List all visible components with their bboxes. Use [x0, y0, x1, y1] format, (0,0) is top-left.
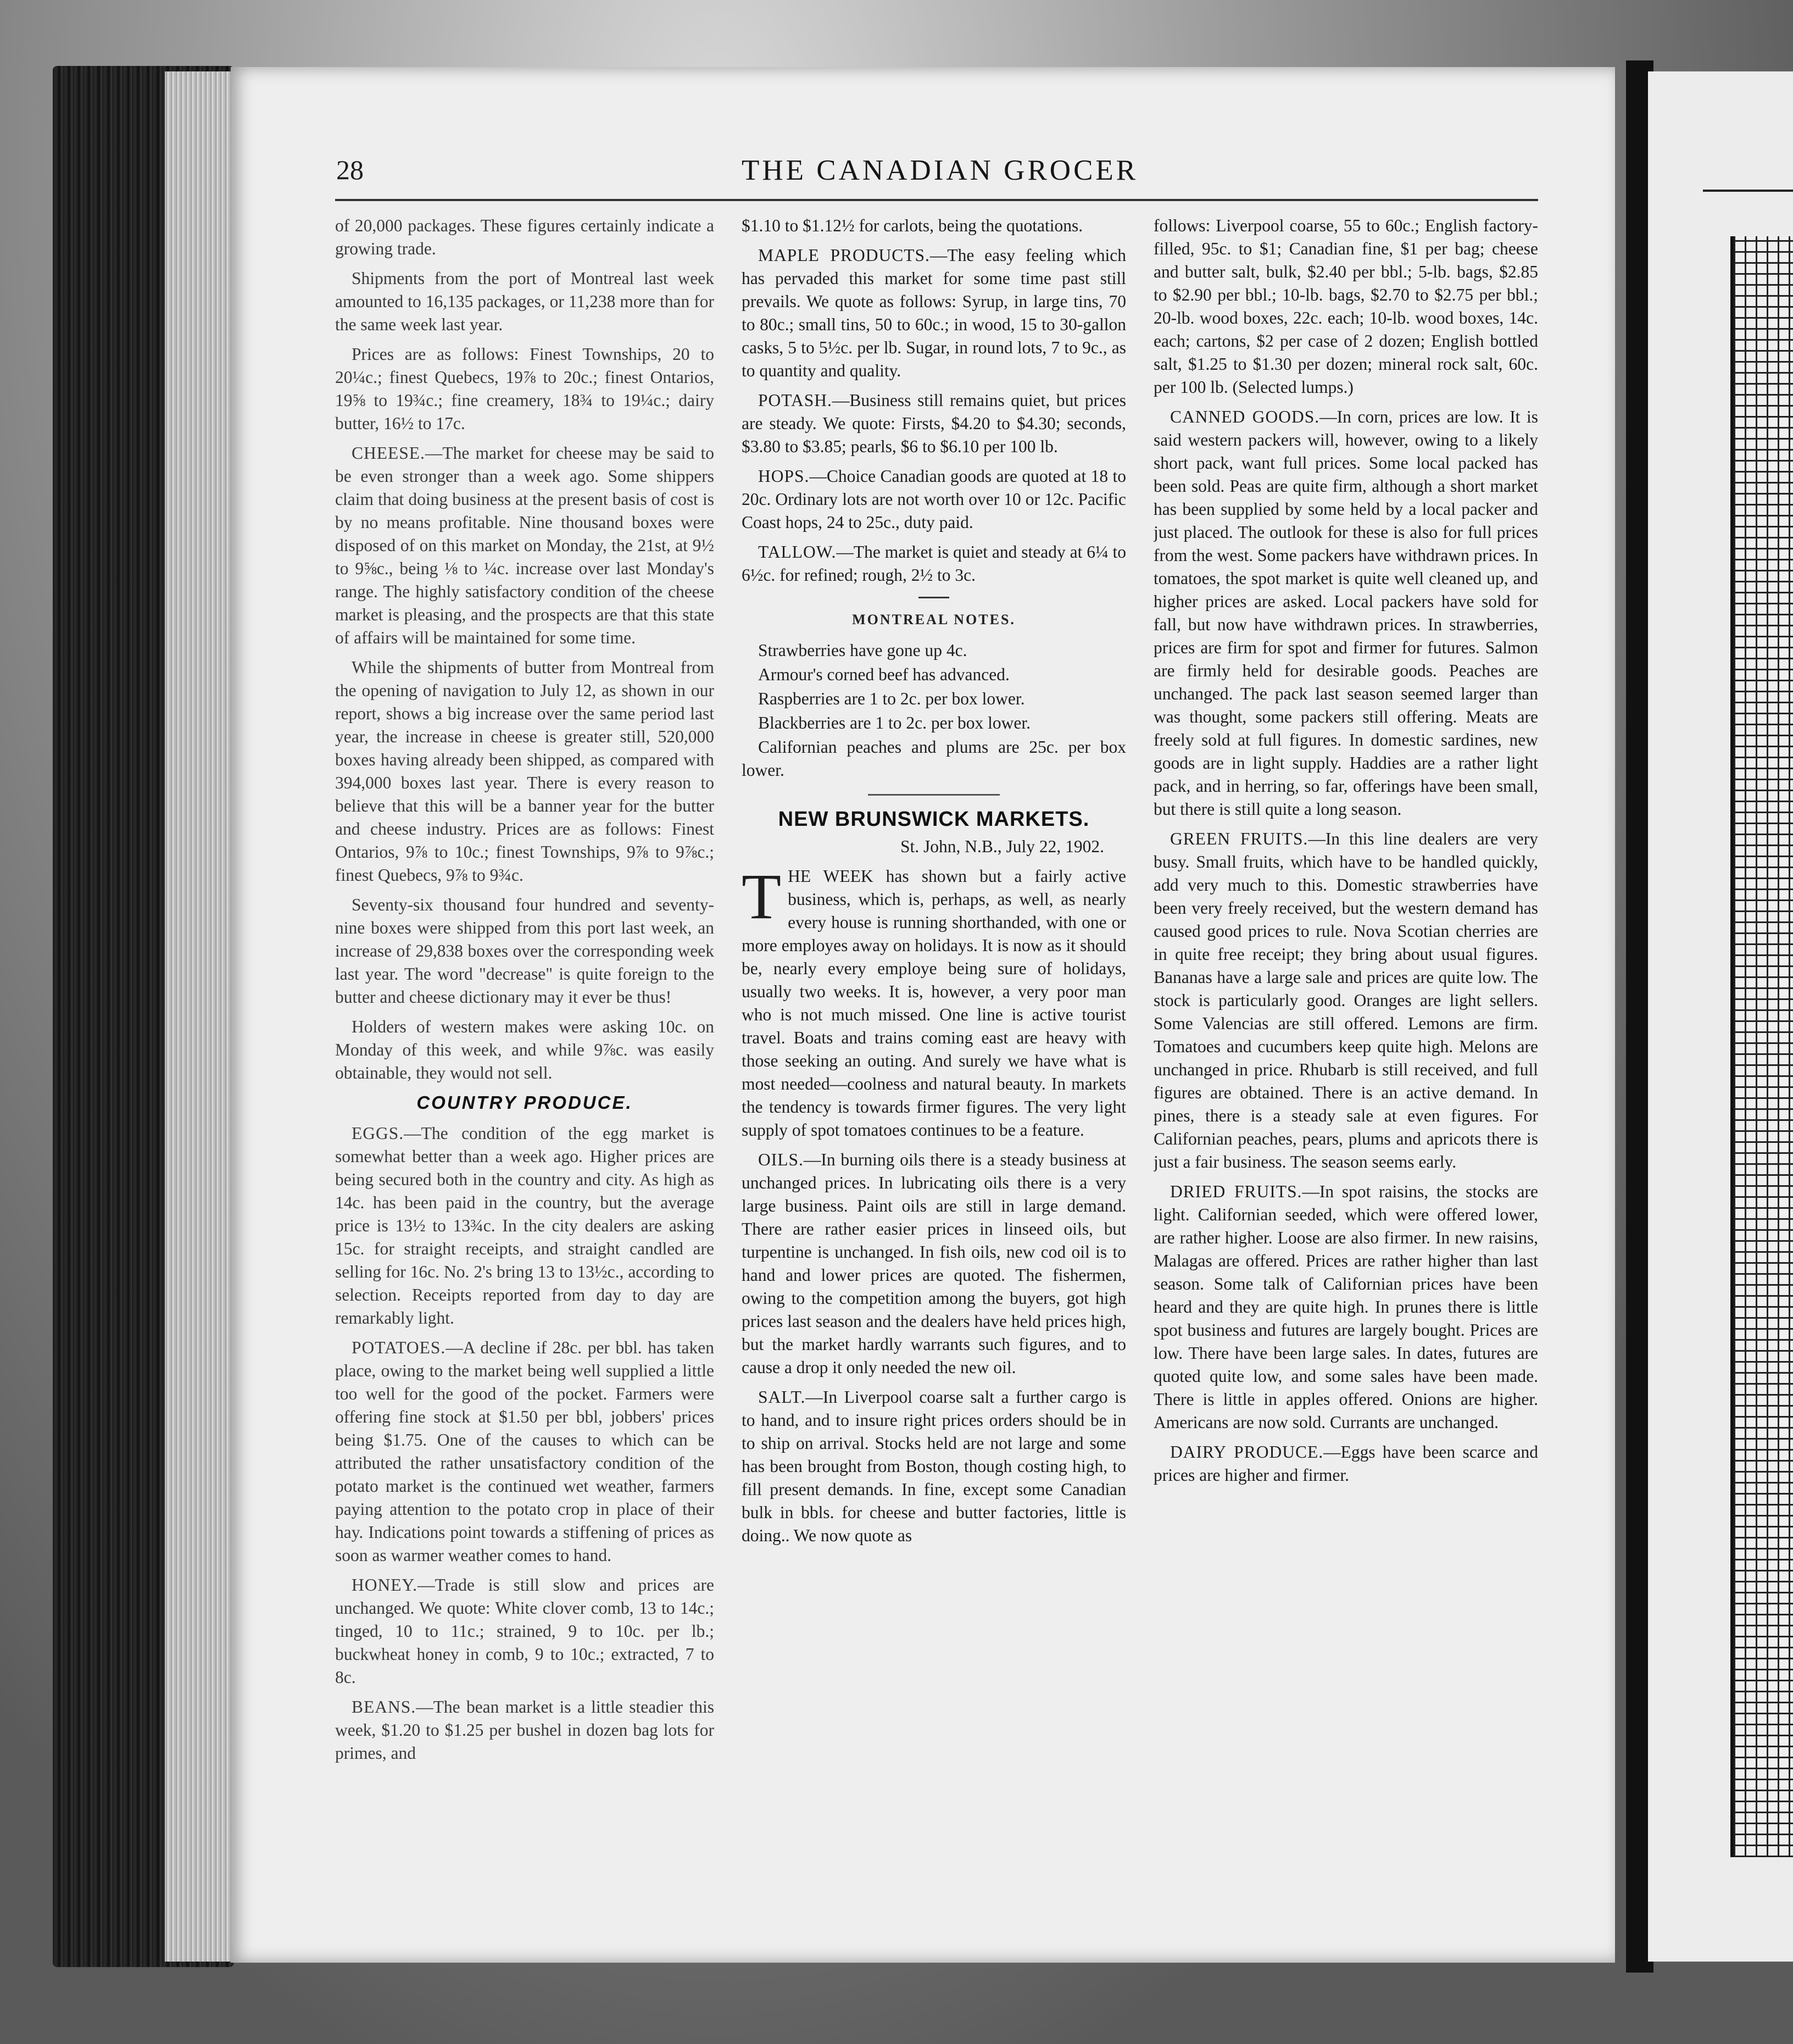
montreal-notes-list — [742, 639, 1126, 782]
column-1 — [335, 214, 714, 1912]
column-3 — [1154, 214, 1538, 1912]
section-lead: SALT. — [758, 1387, 806, 1407]
facing-page-rule — [1703, 190, 1793, 192]
section-text: —The easy feeling which has pervaded this market for some time past still prevails. We quote as follows: Syrup, in large tins, 70 to 80c.; small tins, 50 to 60c.; in wood, 15 to 30-gallon casks, 5 to 5½c. per lb. Sugar, in round lots, 7 to 9c., as to quantity and quality. — [742, 246, 1126, 380]
section-text: —In Liverpool coarse salt a further cargo is to hand, and to insure right prices orders should be in to ship on arrival. Stocks held are not large and some has been brought from Boston, though costing high, to fill present demands. In fine, except some Canadian bulk in bbls. for cheese and butter factories, little is doing.. We now quote as — [742, 1387, 1126, 1545]
facing-page-illustration — [1730, 236, 1793, 1857]
section-text: —Eggs have been scarce and prices are higher and firmer. — [1154, 1442, 1538, 1485]
section-lead: POTASH. — [758, 391, 832, 410]
paragraph: Holders of western makes were asking 10c. on Monday of this week, and while 9⅞c. was easily obtainable, they would not sell. — [335, 1017, 714, 1082]
beans-paragraph — [335, 1696, 714, 1765]
list-item: Raspberries are 1 to 2c. per box lower. — [758, 689, 1025, 708]
section-text: HE WEEK has shown but a fairly active business, which is, perhaps, as well, as nearly every house is running shorthanded, with one or more employes away on holidays. It is now as it should be, nearly every employe being sure of holidays, usually two weeks. It is, however, a very poor man who is not much missed. One line is active tourist travel. Boats and trains coming east are heavy with those seeking an outing. And surely we have what is most needed—coolness and natural beauty. In markets the tendency is towards firmer figures. The very light supply of spot tomatoes continues to be a feature. — [742, 867, 1126, 1140]
section-lead: EGGS. — [352, 1124, 404, 1143]
oils-paragraph — [742, 1148, 1126, 1379]
honey-paragraph — [335, 1574, 714, 1689]
list-item: Strawberries have gone up 4c. — [758, 641, 967, 660]
potash-paragraph — [742, 389, 1126, 458]
divider — [868, 794, 1000, 796]
paragraph: Seventy-six thousand four hundred and seventy-nine boxes were shipped from this port last week, an increase of 29,838 boxes over the corresponding week last year. The word "decrease" is quite foreign to the butter and cheese dictionary may it ever be thus! — [335, 895, 714, 1007]
green-fruits-paragraph — [1154, 827, 1538, 1174]
section-text: —The bean market is a little steadier this week, $1.20 to $1.25 per bushel in dozen bag lots for primes, and — [335, 1697, 714, 1763]
new-brunswick-heading: NEW BRUNSWICK MARKETS. — [778, 808, 1090, 831]
paragraph: follows: Liverpool coarse, 55 to 60c.; English factory-filled, 95c. to $1; Canadian fine, $1 per bag; cheese and butter salt, bulk, $2.40 per bbl.; 5-lb. bags, $2.85 to $2.90 per bbl.; 10-lb. bags, $2.70 to $2.75 per bbl.; 20-lb. wood boxes, 22c. each; 10-lb. wood boxes, 14c. each; cartons, $2 per case of 2 dozen; English bottled salt, $1.25 to $1.30 per dozen; mineral rock salt, 60c. per 100 lb. (Selected lumps.) — [1154, 216, 1538, 397]
section-lead: OILS. — [758, 1150, 804, 1169]
section-heading: COUNTRY PRODUCE. — [416, 1092, 633, 1113]
section-lead: HOPS. — [758, 466, 810, 486]
potatoes-paragraph — [335, 1336, 714, 1567]
new-brunswick-intro — [742, 860, 1126, 1142]
section-lead: CHEESE. — [352, 443, 425, 463]
section-lead: GREEN FRUITS. — [1170, 829, 1308, 848]
paragraph: Prices are as follows: Finest Townships, 20 to 20¼c.; finest Quebecs, 19⅞ to 20c.; finest Ontarios, 19⅝ to 19¾c.; fine creamery, 18¾ to 19¼c.; dairy butter, 16½ to 17c. — [335, 345, 714, 433]
cheese-paragraph — [335, 442, 714, 649]
section-lead: TALLOW. — [758, 542, 837, 562]
section-lead: DAIRY PRODUCE. — [1170, 1442, 1324, 1462]
paragraph: $1.10 to $1.12½ for carlots, being the quotations. — [742, 216, 1083, 235]
tallow-paragraph — [742, 541, 1126, 587]
section-text: —In corn, prices are low. It is said western packers will, however, owing to a likely short pack, want full prices. Some local packed has been sold. Peas are quite firm, although a short market has been supplied by some held by a local packer and just placed. The outlook for these is also for full prices from the west. Some packers have withdrawn prices. In tomatoes, the spot market is quite well cleaned up, and higher prices are asked. Local packers have sold for fall, but now have withdrawn prices. In strawberries, prices are firm for spot and firmer for futures. Salmon are firmly held for desirable goods. Peaches are unchanged. The pack last season seemed larger than was thought, some packers still offering. Meats are freely sold at full figures. In domestic sardines, new goods are in light supply. Haddies are a rather light pack, and in herring, so far, offerings have been small, but there is still quite a long season. — [1154, 407, 1538, 819]
dateline: St. John, N.B., July 22, 1902. — [900, 837, 1104, 856]
section-text: —In burning oils there is a steady business at unchanged prices. In lubricating oils there is a very large business. Paint oils are still in large demand. There are rather easier prices in linseed oils, but turpentine is unchanged. In fish oils, new cod oil is to hand and lower prices are quoted. The fishermen, owing to the competition among the buyers, got high prices last season and the dealers have held prices high, but the market hardly warrants such figures, and to cause a drop it only needed the new oil. — [742, 1150, 1126, 1377]
section-text: —Choice Canadian goods are quoted at 18 to 20c. Ordinary lots are not worth over 10 or 12c. Pacific Coast hops, 24 to 25c., duty paid. — [742, 466, 1126, 532]
section-text: —Trade is still slow and prices are unchanged. We quote: White clover comb, 13 to 14c.; tinged, 10 to 11c.; strained, 9 to 10c. per lb.; buckwheat honey in comb, 9 to 10c.; extracted, 7 to 8c. — [335, 1575, 714, 1687]
eggs-paragraph — [335, 1122, 714, 1330]
paragraph: Shipments from the port of Montreal last week amounted to 16,135 packages, or 11,238 more than for the same week last year. — [335, 269, 714, 334]
drop-cap: T — [742, 860, 782, 932]
list-item: Californian peaches and plums are 25c. per box lower. — [742, 737, 1126, 780]
canned-goods-paragraph — [1154, 406, 1538, 821]
list-item: Blackberries are 1 to 2c. per box lower. — [758, 713, 1031, 732]
paragraph: of 20,000 packages. These figures certainly indicate a growing trade. — [335, 216, 714, 258]
section-lead: BEANS. — [352, 1697, 416, 1717]
divider — [918, 597, 949, 598]
section-text: —The condition of the egg market is somewhat better than a week ago. Higher prices are being secured both in the country and city. As high as 14c. has been paid in the country, but the average price is 13½ to 13¾c. In the city dealers are asking 15c. for straight receipts, and straight candled are selling for 16c. No. 2's bring 13 to 13½c., according to selection. Receipts reported from day to day are remarkably light. — [335, 1124, 714, 1328]
section-text: —The market for cheese may be said to be even stronger than a week ago. Some shippers claim that doing business at the present basis of cost is by no means profitable. Nine thousand boxes were disposed of on this market on Monday, the 21st, at 9½ to 9⅝c., being ⅛ to ¼c. increase over last Monday's range. The highly satisfactory condition of the cheese market is pleasing, and the prospects are that this state of affairs will be maintained for some time. — [335, 443, 714, 647]
page-number: 28 — [336, 154, 364, 185]
column-2 — [742, 214, 1126, 1912]
list-item: Armour's corned beef has advanced. — [758, 665, 1010, 684]
masthead: THE CANADIAN GROCER — [742, 154, 1139, 186]
section-text: —A decline if 28c. per bbl. has taken place, owing to the market being well supplied a little too well for the good of the pocket. Farmers were offering fine stock at $1.50 per bbl, jobbers' prices being $1.75. One of the causes to which can be attributed the rather unsatisfactory condition of the potato market is the continued wet weather, farmers paying attention to the potato crop in place of their hay. Indications point towards a stiffening of prices as soon as warmer weather comes to hand. — [335, 1338, 714, 1565]
section-lead: POTATOES. — [352, 1338, 446, 1357]
montreal-notes-heading: MONTREAL NOTES. — [852, 612, 1016, 627]
section-text: —In spot raisins, the stocks are light. Californian seeded, which were offered lower, are rather higher. Loose are also firmer. In new raisins, Malagas are offered. Prices are rather higher than last season. Some talk of Californian prices have been heard and they are quite high. In prunes there is little spot business and futures are largely bought. Prices are low. There have been large sales. In dates, futures are quoted quite low, and some sales have been made. There is little in apples offered. Onions are higher. Americans are now sold. Currants are unchanged. — [1154, 1182, 1538, 1432]
header-rule — [335, 199, 1538, 201]
section-text: —Business still remains quiet, but prices are steady. We quote: Firsts, $4.20 to $4.30; seconds, $3.80 to $3.85; pearls, $6 to $6.10 per 100 lb. — [742, 391, 1126, 456]
section-lead: DRIED FRUITS. — [1170, 1182, 1302, 1201]
dried-fruits-paragraph — [1154, 1180, 1538, 1434]
maple-paragraph — [742, 244, 1126, 382]
dairy-produce-paragraph — [1154, 1441, 1538, 1487]
section-text: —The market is quiet and steady at 6¼ to 6½c. for refined; rough, 2½ to 3c. — [742, 542, 1126, 585]
section-lead: CANNED GOODS. — [1170, 407, 1320, 426]
section-lead: HONEY. — [352, 1575, 418, 1595]
paragraph: While the shipments of butter from Montreal from the opening of navigation to July 12, as shown in our report, shows a big increase over the same period last year, the increase in cheese is greater still, 520,000 boxes having already been shipped, as compared with 394,000 boxes last year. There is every reason to believe that this will be a banner year for the butter and cheese industry. Prices are as follows: Finest Ontarios, 9⅞ to 10c.; finest Townships, 9⅞ to 9⅞c.; finest Quebecs, 9⅞ to 9¾c. — [335, 658, 714, 885]
section-lead: MAPLE PRODUCTS. — [758, 246, 930, 265]
hops-paragraph — [742, 465, 1126, 534]
salt-paragraph — [742, 1386, 1126, 1547]
section-text: —In this line dealers are very busy. Small fruits, which have to be handled quickly, add very much to this. Domestic strawberries have been very freely received, but the western demand has caused good prices to rule. Nova Scotian cherries are in quite free receipt; they bring about usual figures. Bananas have a large sale and prices are quite low. The stock is particularly good. Oranges are light sellers. Some Valencias are still offered. Lemons are firm. Tomatoes and cucumbers keep quite high. Melons are unchanged in price. Rhubarb is still received, and full figures are obtained. There is an active demand. In pines, there is a steady sale at even figures. For Californian peaches, pears, plums and apricots there is just a fair business. The season seems early. — [1154, 829, 1538, 1171]
